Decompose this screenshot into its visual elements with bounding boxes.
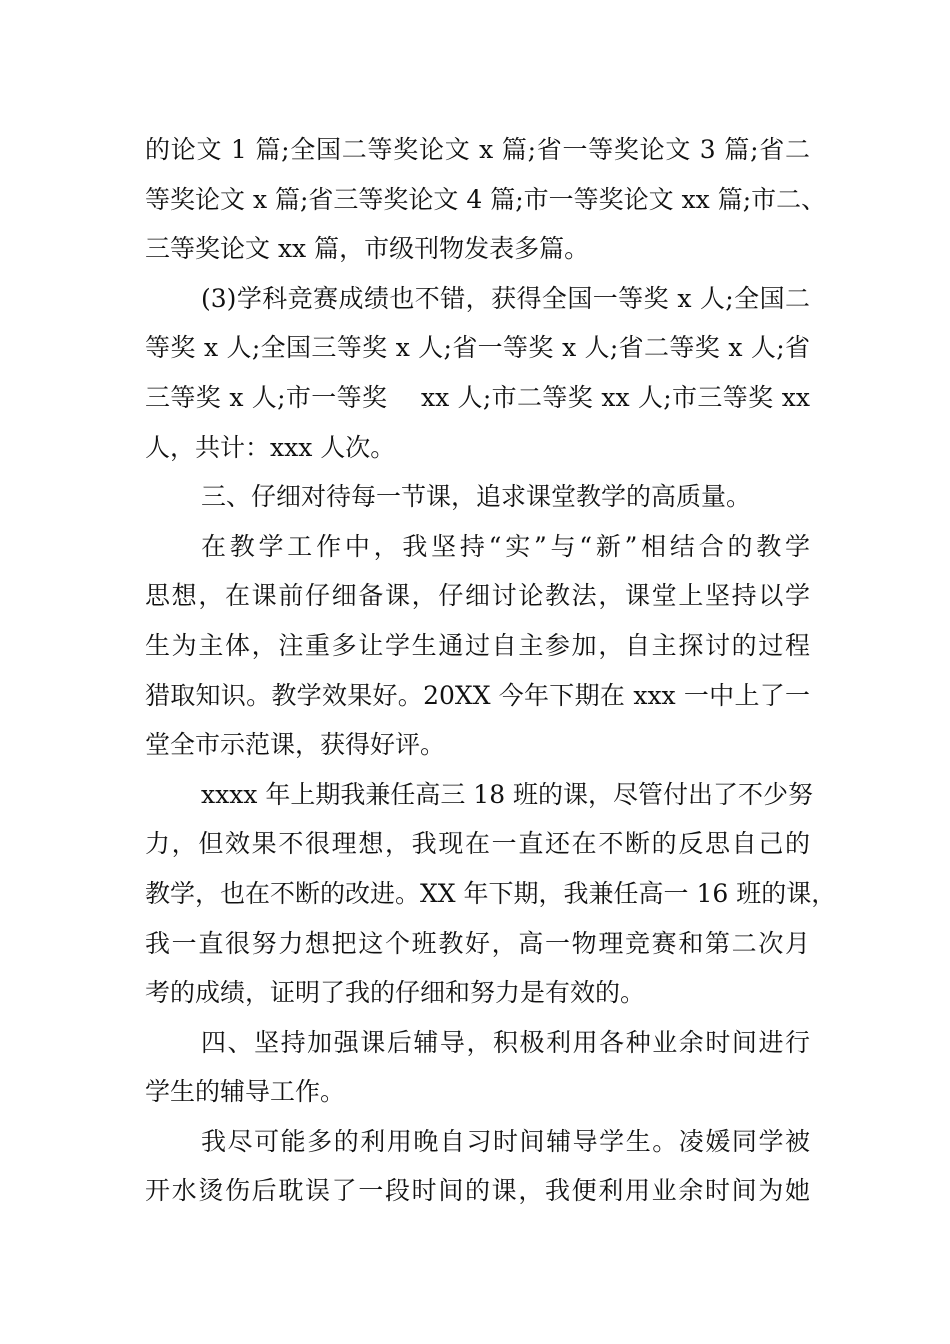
- paragraph-teaching-work: [145, 522, 810, 770]
- section-heading-four: [145, 1018, 810, 1117]
- paragraph-competition-results: [145, 274, 810, 472]
- section-heading-three: [145, 472, 810, 522]
- text-line: 等奖论文 x 篇;省三等奖论文 4 篇;市一等奖论文 xx 篇;市二、: [145, 184, 827, 214]
- text-line: 生为主体，注重多让学生通过自主参加，自主探讨的过程: [145, 630, 810, 660]
- text-line: 四、坚持加强课后辅导，积极利用各种业余时间进行: [201, 1027, 810, 1057]
- text-line: 等奖 x 人;全国三等奖 x 人;省一等奖 x 人;省二等奖 x 人;省: [145, 333, 810, 363]
- paragraph-tutoring: [145, 1117, 810, 1216]
- text-line: 堂全市示范课，获得好评。: [145, 730, 446, 760]
- text-line: 三、仔细对待每一节课，追求课堂教学的高质量。: [201, 482, 752, 512]
- text-line: xxxx 年上期我兼任高三 18 班的课，尽管付出了不少努: [201, 779, 814, 809]
- text-line: 的论文 1 篇;全国二等奖论文 x 篇;省一等奖论文 3 篇;省二: [145, 135, 810, 164]
- text-line: 人，共计：xxx 人次。: [145, 432, 396, 462]
- paragraph-class-reflection: [145, 770, 837, 1018]
- text-line: 三等奖论文 xx 篇，市级刊物发表多篇。: [145, 234, 590, 264]
- text-line: 我尽可能多的利用晚自习时间辅导学生。凌媛同学被: [201, 1126, 810, 1156]
- paragraph-paper-awards: [145, 125, 827, 274]
- text-line: 考的成绩，证明了我的仔细和努力是有效的。: [145, 978, 646, 1008]
- text-line: (3)学科竞赛成绩也不错，获得全国一等奖 x 人;全国二: [201, 283, 810, 313]
- text-line: 猎取知识。教学效果好。20XX 今年下期在 xxx 一中上了一: [145, 680, 810, 710]
- text-line: 开水烫伤后耽误了一段时间的课，我便利用业余时间为她: [145, 1176, 810, 1206]
- text-line: 学生的辅导工作。: [145, 1077, 346, 1107]
- text-line: 思想，在课前仔细备课，仔细讨论教法，课堂上坚持以学: [145, 581, 810, 611]
- text-line: 教学，也在不断的改进。XX 年下期，我兼任高一 16 班的课，: [145, 878, 837, 908]
- document-body: [145, 125, 837, 1216]
- text-line: 三等奖 x 人;市一等奖 xx 人;市二等奖 xx 人;市三等奖 xx: [145, 382, 810, 412]
- text-line: 力，但效果不很理想，我现在一直还在不断的反思自己的: [145, 829, 810, 859]
- text-line: 在教学工作中，我坚持“实”与“新”相结合的教学: [201, 531, 810, 561]
- text-line: 我一直很努力想把这个班教好，高一物理竞赛和第二次月: [145, 928, 810, 958]
